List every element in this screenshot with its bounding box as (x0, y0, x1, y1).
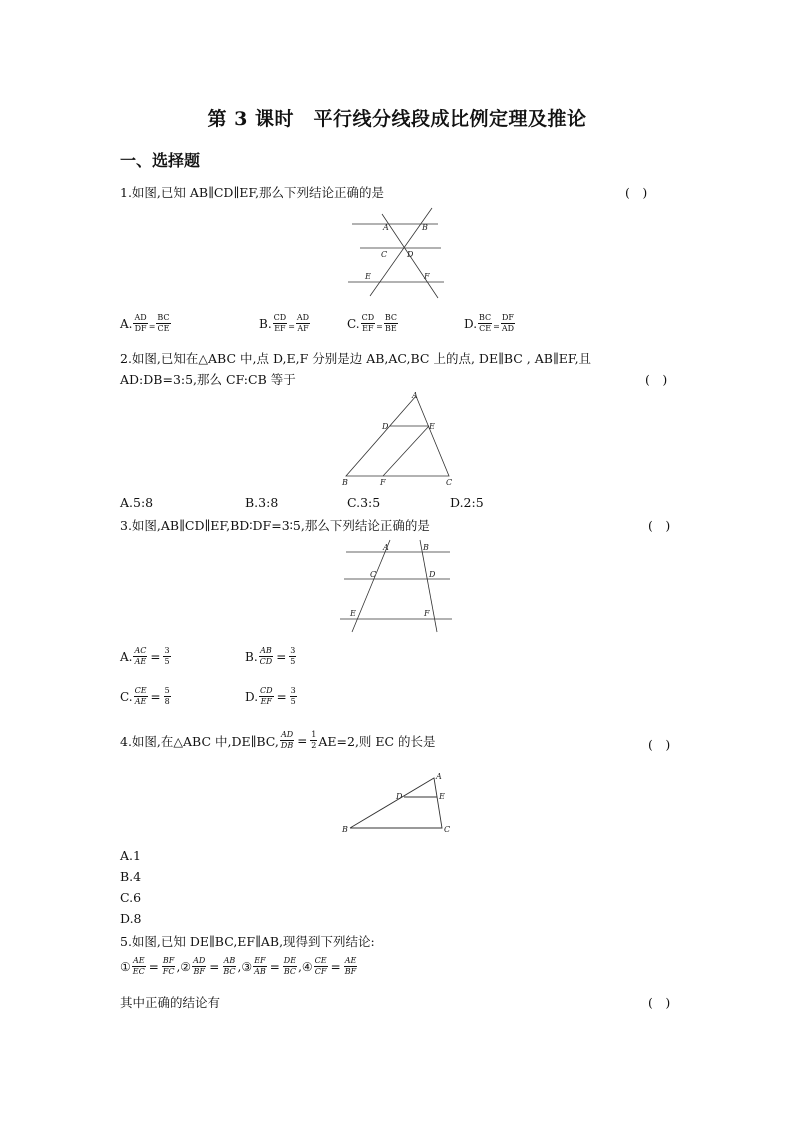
section-heading: 一、选择题 (120, 151, 201, 170)
q5-tail: 其中正确的结论有 (120, 995, 221, 1010)
q1-option-d[interactable]: D. $\frac{BC}{CE}$ = $\frac{DF}{AD}$ (464, 313, 515, 333)
q1-label-C: C (381, 250, 388, 259)
q3-figure (338, 536, 454, 636)
q2-stem-line1: 2.如图,已知在△ABC 中,点 D,E,F 分别是边 AB,AC,BC 上的点, DE∥BC , AB∥EF,且 (120, 351, 592, 366)
q3-option-c[interactable]: C. $\frac{CE}{AE}$ = $\frac{5}{8}$ (120, 686, 170, 706)
q4-stem: 4.如图,在△ABC 中,DE∥BC, $\frac{AD}{DB}$ = $\frac{1}{2}$ AE=2,则 EC 的长是 (120, 730, 436, 750)
q5-stem: 5.如图,已知 DE∥BC,EF∥AB,现得到下列结论: (120, 934, 375, 949)
q5-item-3: ③ $\frac{EF}{AB}$ = $\frac{DE}{BC}$ , (241, 956, 302, 976)
page-title: 第 3 课时 平行线分线段成比例定理及推论 (207, 108, 587, 130)
q4-label-D: D (396, 792, 403, 801)
q1-stem: 1.如图,已知 AB∥CD∥EF,那么下列结论正确的是 (120, 185, 385, 200)
q2-stem-line2: AD:DB=3:5,那么 CF:CB 等于 (120, 372, 296, 387)
q3-label-F: F (424, 609, 430, 618)
q2-option-c[interactable]: C.3:5 (347, 495, 381, 510)
q2-option-b[interactable]: B.3:8 (245, 495, 279, 510)
q4-option-a[interactable]: A.1 (120, 848, 141, 863)
q1-answer-blank[interactable]: ( ) (625, 185, 648, 200)
q5-item-4: ④ $\frac{CE}{CF}$ = $\frac{AE}{BF}$ (301, 956, 357, 976)
q1-label-A: A (383, 223, 389, 232)
q2-label-E: E (429, 422, 435, 431)
q5-conclusions (120, 956, 358, 977)
q1-figure (346, 206, 446, 302)
q3-label-C: C (370, 570, 377, 579)
q1-label-B: B (422, 223, 428, 232)
q2-label-D: D (382, 422, 389, 431)
q2-option-d[interactable]: D.2:5 (450, 495, 484, 510)
q1-label-D: D (407, 250, 414, 259)
q3-answer-blank[interactable]: ( ) (648, 518, 671, 533)
q4-figure (338, 770, 458, 836)
q2-label-A: A (412, 391, 418, 400)
q5-item-1: ① $\frac{AE}{EC}$ = $\frac{BF}{FC}$ , (120, 956, 181, 976)
q4-label-B: B (342, 825, 348, 834)
q2-label-B: B (342, 478, 348, 486)
q1-label-F: F (424, 272, 430, 281)
q4-option-d[interactable]: D.8 (120, 911, 142, 926)
q3-label-A: A (383, 543, 389, 552)
q2-option-a[interactable]: A.5:8 (120, 495, 154, 510)
q3-label-D: D (429, 570, 436, 579)
q5-answer-blank[interactable]: ( ) (648, 995, 671, 1010)
q3-option-d[interactable]: D. $\frac{CD}{EF}$ = $\frac{3}{5}$ (245, 686, 296, 706)
q3-label-B: B (423, 543, 429, 552)
q2-answer-blank[interactable]: ( ) (645, 372, 668, 387)
q1-option-a[interactable]: A. $\frac{AD}{DF}$ = $\frac{BC}{CE}$ (120, 313, 170, 333)
q3-stem: 3.如图,AB∥CD∥EF,BD∶DF=3∶5,那么下列结论正确的是 (120, 518, 430, 533)
q4-option-b[interactable]: B.4 (120, 869, 142, 884)
q2-figure (336, 390, 460, 486)
q1-option-c[interactable]: C. $\frac{CD}{EF}$ = $\frac{BC}{BE}$ (347, 313, 397, 333)
q3-option-b[interactable]: B. $\frac{AB}{CD}$ = $\frac{3}{5}$ (245, 646, 296, 666)
q4-option-c[interactable]: C.6 (120, 890, 142, 905)
q3-option-a[interactable]: A. $\frac{AC}{AE}$ = $\frac{3}{5}$ (120, 646, 170, 666)
q2-label-F: F (380, 478, 386, 486)
q5-item-2: ② $\frac{AD}{BF}$ = $\frac{AB}{BC}$ , (180, 956, 242, 976)
q1-label-E: E (365, 272, 371, 281)
q3-label-E: E (350, 609, 356, 618)
q4-label-C: C (444, 825, 451, 834)
q2-label-C: C (446, 478, 453, 486)
q4-answer-blank[interactable]: ( ) (648, 737, 671, 752)
q4-label-E: E (439, 792, 445, 801)
q4-label-A: A (436, 772, 442, 781)
q1-option-b[interactable]: B. $\frac{CD}{EF}$ = $\frac{AD}{AF}$ (259, 313, 310, 333)
